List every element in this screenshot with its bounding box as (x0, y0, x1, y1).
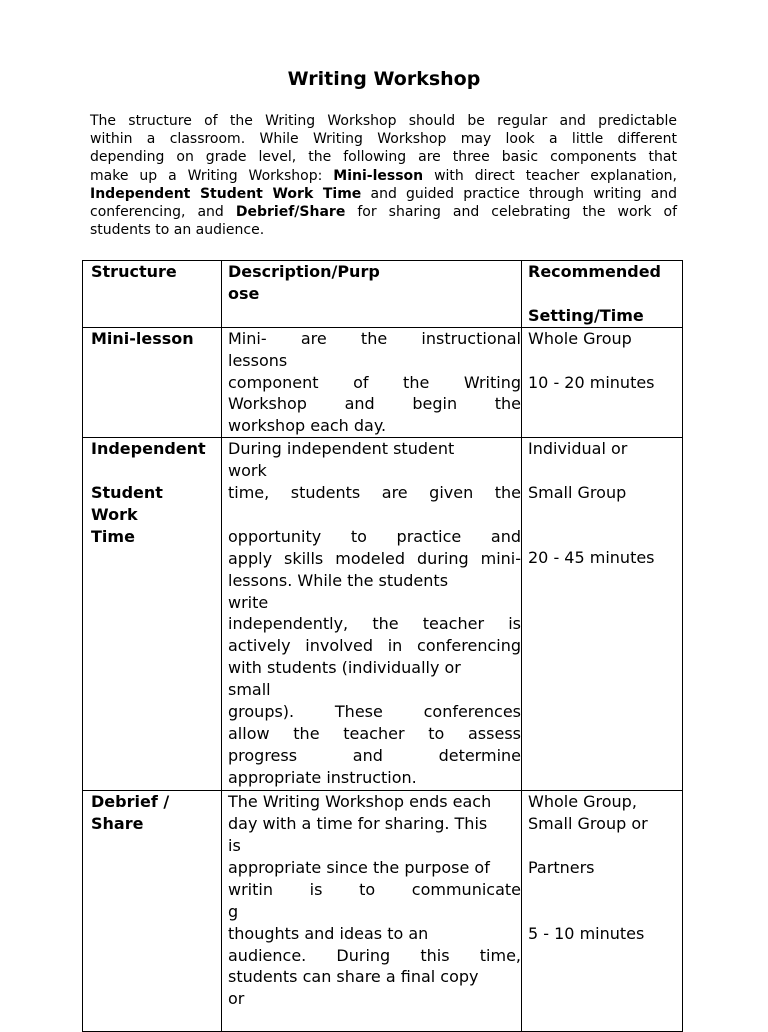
setting-text: Partners (528, 857, 595, 877)
time-text: 5 - 10 minutes (528, 923, 645, 943)
header-description-line: ose (228, 283, 260, 303)
intro-text: conferencing, and (90, 204, 236, 221)
description-line: small (228, 680, 271, 700)
workshop-structure-table (82, 260, 683, 1032)
structure-label: Independent (91, 439, 206, 459)
description-line: students can share a final copy (228, 967, 479, 987)
description-line: independently, the teacher is (228, 614, 521, 634)
description-line: workshop each day. (228, 416, 387, 436)
description-line: During independent student (228, 439, 455, 459)
description-line: work (228, 461, 267, 481)
intro-text: with direct teacher explanation, (423, 167, 677, 184)
description-line: The Writing Workshop ends each (228, 792, 492, 812)
description-line: appropriate since the purpose of (228, 857, 490, 877)
description-line: Mini- are the instructional (228, 328, 521, 348)
setting-cell (522, 327, 683, 438)
setting-text: Whole Group (528, 328, 632, 348)
intro-line: The structure of the Writing Workshop should be regular and predictable (90, 113, 677, 129)
header-recommended (522, 261, 683, 328)
header-structure-text: Structure (91, 262, 177, 281)
header-setting-time-line: Setting/Time (528, 305, 644, 325)
header-recommended-line: Recommended (528, 262, 661, 281)
time-text: 10 - 20 minutes (528, 372, 655, 392)
intro-line (90, 203, 677, 221)
intro-text: and guided practice through writing and (361, 185, 677, 202)
setting-cell (522, 438, 683, 791)
debrief-share-emphasis: Debrief/Share (235, 204, 346, 221)
intro-line: students to an audience. (90, 222, 265, 239)
structure-cell (83, 438, 222, 791)
structure-cell (83, 327, 222, 438)
description-line: appropriate instruction. (228, 767, 417, 787)
description-line: lessons (228, 350, 288, 370)
header-description (222, 261, 522, 328)
structure-label: Mini-lesson (91, 328, 194, 348)
description-line: day with a time for sharing. This (228, 814, 488, 834)
description-line: Workshop and begin the (228, 394, 521, 414)
description-line: groups). These conferences (228, 702, 521, 722)
description-line: apply skills modeled during mini- (228, 548, 521, 568)
setting-text: Small Group or (528, 814, 648, 834)
description-line: write (228, 592, 269, 612)
header-structure (83, 261, 222, 328)
intro-line (90, 185, 677, 203)
time-text: 20 - 45 minutes (528, 547, 655, 567)
document-title: Writing Workshop (287, 68, 481, 90)
description-line: audience. During this time, (228, 945, 521, 965)
structure-label: Student (91, 483, 163, 503)
description-cell (222, 791, 522, 1032)
intro-text: make up a Writing Workshop: (90, 167, 334, 184)
intro-paragraph (90, 112, 677, 239)
structure-cell (83, 791, 222, 1032)
description-cell (222, 438, 522, 791)
description-line: allow the teacher to assess (228, 724, 521, 743)
structure-label: Time (91, 526, 135, 546)
mini-lesson-emphasis: Mini-lesson (333, 167, 424, 184)
structure-label: Share (91, 814, 144, 834)
description-line: component of the Writing (228, 372, 521, 392)
description-line: time, students are given the (228, 483, 521, 503)
table-row-independent-work (83, 438, 683, 791)
intro-line (90, 167, 677, 185)
description-line: thoughts and ideas to an (228, 923, 429, 943)
setting-text: Individual or (528, 439, 628, 459)
description-line: actively involved in conferencing (228, 636, 521, 656)
intro-line: within a classroom. While Writing Workshop may look a little different (90, 131, 677, 148)
intro-text: for sharing and celebrating the work of (345, 204, 677, 221)
description-line: is (228, 836, 241, 856)
setting-text: Small Group (528, 483, 627, 503)
description-line: writin is to communicate (228, 879, 521, 899)
intro-line: depending on grade level, the following are three basic components that (90, 149, 677, 166)
header-description-line: Description/Purp (228, 262, 380, 281)
table-row-mini-lesson (83, 327, 683, 438)
description-cell (222, 327, 522, 438)
independent-work-emphasis: Independent Student Work Time (90, 185, 362, 202)
description-line: progress and determine (228, 745, 521, 765)
description-line: or (228, 989, 245, 1009)
description-line: g (228, 901, 239, 921)
structure-label: Debrief / (91, 792, 170, 812)
structure-label: Work (91, 504, 138, 524)
description-line: with students (individually or (228, 658, 461, 678)
setting-cell (522, 791, 683, 1032)
description-line: opportunity to practice and (228, 526, 521, 546)
table-row-debrief-share (83, 791, 683, 1032)
description-line: lessons. While the students (228, 570, 449, 590)
table-header-row (83, 261, 683, 328)
setting-text: Whole Group, (528, 792, 637, 812)
